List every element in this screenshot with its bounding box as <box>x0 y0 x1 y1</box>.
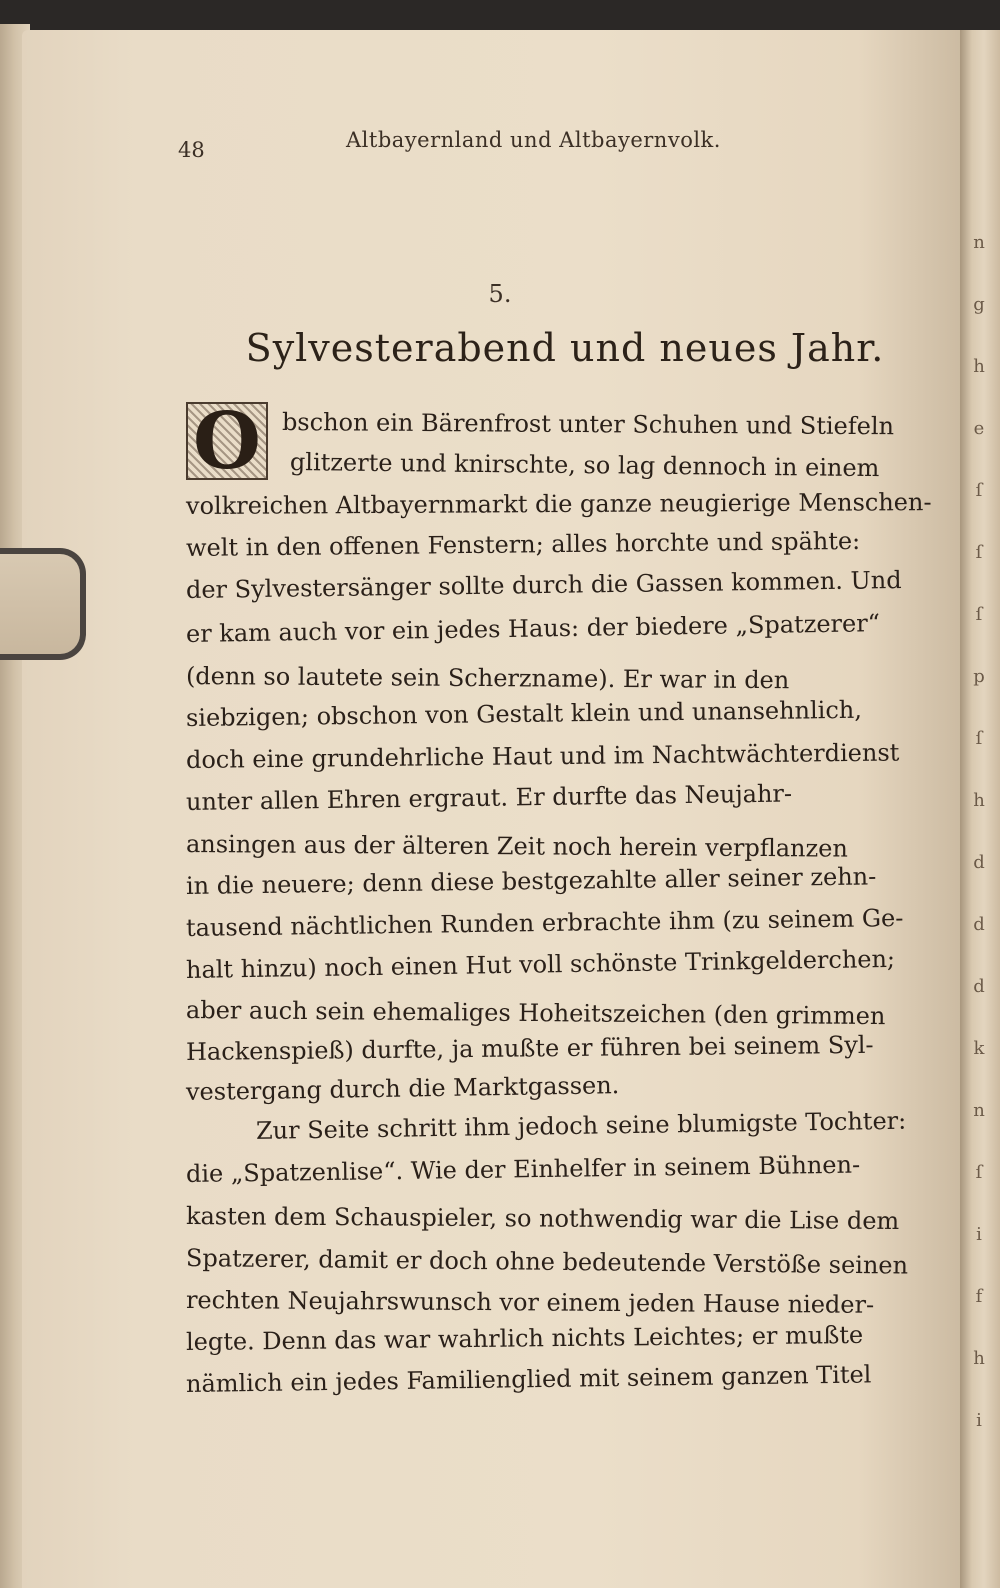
text-line: welt in den offenen Fenstern; alles horchte und spähte: <box>185 526 861 562</box>
text-line: aber auch sein ehemaliges Hoheitszeichen (den grimmen <box>185 996 886 1031</box>
margin-glyph: ſ <box>975 728 983 749</box>
text-line: rechten Neujahrswunsch vor einem jeden Hause nieder- <box>185 1286 875 1319</box>
next-page-edge <box>960 30 1000 1588</box>
running-head <box>170 122 770 162</box>
text-line: vestergang durch die Marktgassen. <box>185 1071 620 1106</box>
margin-glyph: d <box>973 852 985 873</box>
text-line: der Sylvestersänger sollte durch die Gassen kommen. Und <box>185 566 902 604</box>
page-number: 48 <box>178 138 205 162</box>
margin-glyph: n <box>973 232 985 253</box>
margin-glyph: ſ <box>975 480 983 501</box>
text-line: bschon ein Bärenfrost unter Schuhen und Stiefeln <box>281 408 895 441</box>
text-line: (denn so lautete sein Scherzname). Er war in den <box>185 662 790 695</box>
chapter-number: 5. <box>488 280 512 308</box>
margin-glyph: i <box>976 1410 982 1431</box>
margin-glyph: n <box>973 1100 985 1121</box>
text-line: glitzerte und knirschte, so lag dennoch in einem <box>289 448 880 483</box>
margin-glyph: h <box>973 790 985 811</box>
text-line: tausend nächtlichen Runden erbrachte ihm (zu seinem Ge- <box>185 903 904 942</box>
text-line: Spatzerer, damit er doch ohne bedeutende Verstöße seinen <box>185 1244 909 1280</box>
text-line: nämlich ein jedes Familienglied mit seinem ganzen Titel <box>185 1360 872 1398</box>
text-line: die „Spatzenlise“. Wie der Einhelfer in seinem Bühnen- <box>185 1150 861 1188</box>
margin-glyph: d <box>973 976 985 997</box>
margin-glyph: e <box>973 418 985 439</box>
margin-glyph: p <box>973 666 985 687</box>
text-line: siebzigen; obschon von Gestalt klein und unansehnlich, <box>185 695 863 732</box>
text-line: doch eine grundehrliche Haut und im Nachtwächterdienst <box>185 738 900 774</box>
text-line: legte. Denn das war wahrlich nichts Leichtes; er mußte <box>185 1320 864 1356</box>
text-line: Zur Seite schritt ihm jedoch seine blumigste Tochter: <box>255 1106 907 1145</box>
margin-glyph: ſ <box>975 1162 983 1183</box>
text-line: volkreichen Altbayernmarkt die ganze neugierige Menschen- <box>185 488 932 520</box>
margin-glyph: d <box>973 914 985 935</box>
page-clip <box>0 548 86 660</box>
initial-letter: O <box>193 402 261 480</box>
margin-glyph: f <box>975 1286 983 1307</box>
text-line: kasten dem Schauspieler, so nothwendig war die Lise dem <box>185 1202 900 1235</box>
text-line: ansingen aus der älteren Zeit noch herein verpflanzen <box>185 830 848 863</box>
text-line: unter allen Ehren ergraut. Er durfte das Neujahr- <box>185 779 793 816</box>
margin-glyph: ſ <box>975 604 983 625</box>
margin-glyph: k <box>973 1038 985 1059</box>
text-line: Hackenspieß) durfte, ja mußte er führen bei seinem Syl- <box>185 1030 874 1066</box>
margin-glyph: h <box>973 1348 985 1369</box>
chapter-title: Sylvesterabend und neues Jahr. <box>245 326 885 370</box>
text-line: er kam auch vor ein jedes Haus: der biedere „Spatzerer“ <box>185 609 881 648</box>
running-title: Altbayernland und Altbayernvolk. <box>346 128 721 152</box>
margin-glyph: h <box>973 356 985 377</box>
margin-glyph: g <box>973 294 985 315</box>
text-line: halt hinzu) noch einen Hut voll schönste Trinkgelderchen; <box>185 944 896 984</box>
ornamental-initial-icon <box>186 402 268 480</box>
margin-glyph: ſ <box>975 542 983 563</box>
margin-glyph: i <box>976 1224 982 1245</box>
text-line: in die neuere; denn diese bestgezahlte aller seiner zehn- <box>185 862 877 900</box>
